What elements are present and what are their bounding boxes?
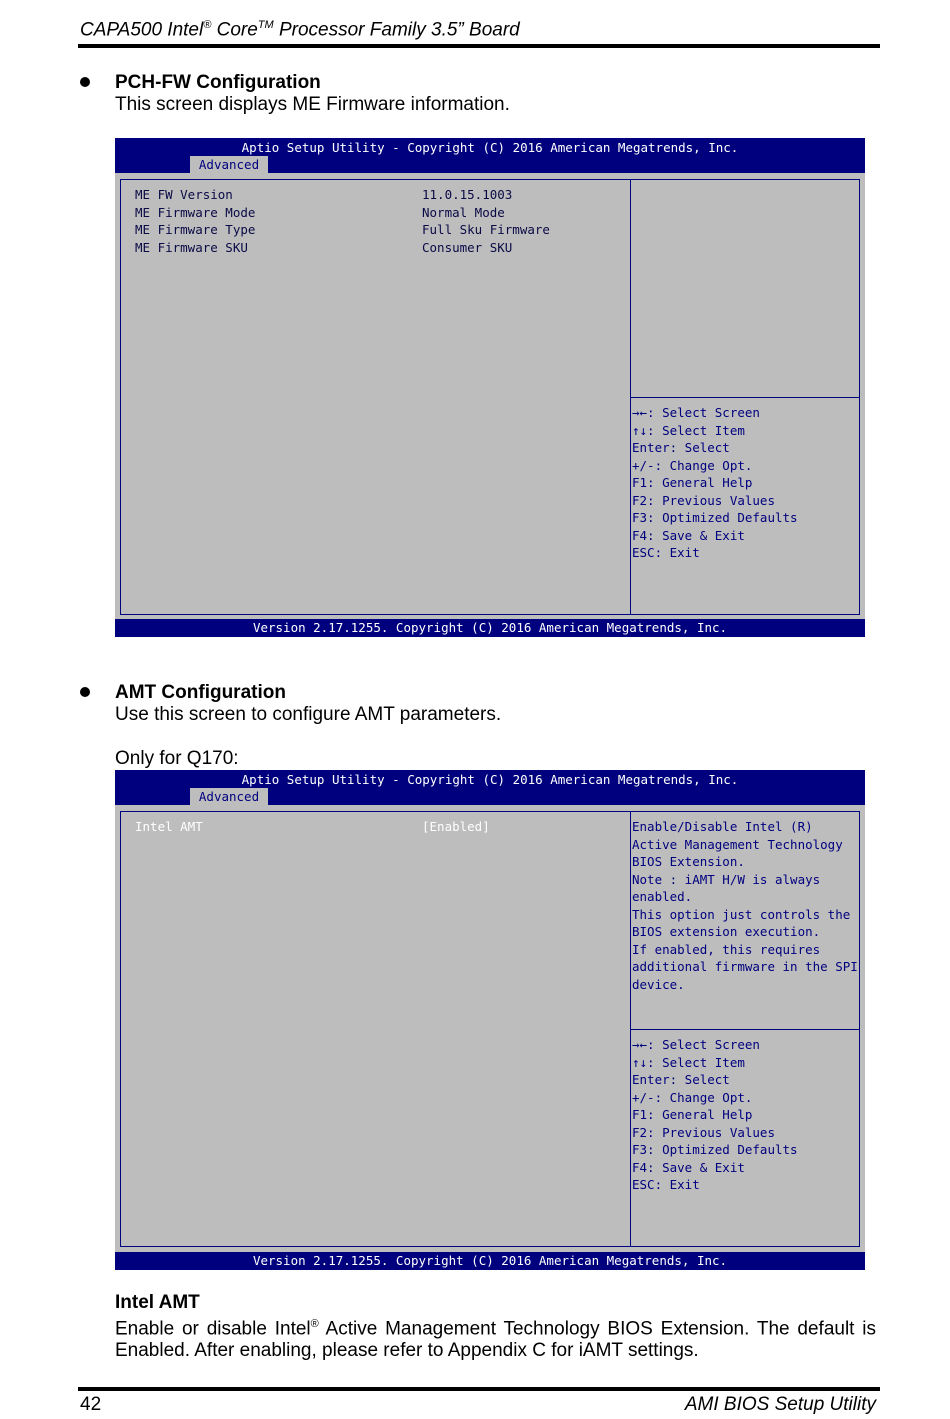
key-help-select-screen: →←: Select Screen [632,405,760,420]
key-help-enter: Enter: Select [632,440,730,455]
setting-label-intel-amt[interactable]: Intel AMT [135,819,203,834]
help-text-line: Active Management Technology [632,837,843,852]
registered-mark: ® [310,1318,319,1330]
key-help-esc: ESC: Exit [632,1177,700,1192]
setting-value-me-firmware-mode: Normal Mode [422,205,505,220]
help-text-line: additional firmware in the SPI [632,959,858,974]
setting-label-me-firmware-type: ME Firmware Type [135,222,256,237]
bios-screen-amt [115,770,865,1270]
help-text-line: enabled. [632,889,693,904]
key-help-f2: F2: Previous Values [632,493,775,508]
bios-frame [120,811,860,1247]
bios-frame [120,179,860,615]
description-text-part: Active Management Technology BIOS Extension. The default is Enabled. After enabling, please refer to Appendix C for iAMT settings. [115,1318,877,1362]
section-title-amt: AMT Configuration [115,682,286,703]
bios-help-divider [630,1029,859,1030]
setting-label-me-fw-version: ME FW Version [135,187,233,202]
page-header-title [80,19,520,41]
header-title-text: CAPA500 Intel [80,19,204,41]
key-help-select-item: ↑↓: Select Item [632,423,745,438]
help-text-line: BIOS Extension. [632,854,745,869]
setting-value-me-firmware-sku: Consumer SKU [422,240,513,255]
key-help-change-opt: +/-: Change Opt. [632,458,753,473]
help-text-line: This option just controls the [632,907,851,922]
section-note-q170: Only for Q170: [115,748,239,769]
key-help-f4: F4: Save & Exit [632,528,745,543]
bios-help-divider [630,397,859,398]
key-help-f3: F3: Optimized Defaults [632,1142,798,1157]
section-title-pchfw: PCH-FW Configuration [115,72,321,93]
section-text-amt: Use this screen to configure AMT parameters. [115,704,502,725]
bullet-icon [80,687,90,697]
header-rule [78,44,880,48]
description-text-part: Enable or disable Intel [115,1318,311,1340]
help-text-line: If enabled, this requires [632,942,821,957]
key-help-f3: F3: Optimized Defaults [632,510,798,525]
key-help-enter: Enter: Select [632,1072,730,1087]
bullet-icon [80,77,90,87]
tab-advanced[interactable]: Advanced [190,156,268,173]
header-title-text: Processor Family 3.5” Board [273,19,520,41]
key-help-f2: F2: Previous Values [632,1125,775,1140]
description-title: Intel AMT [115,1292,200,1313]
key-help-select-screen: →←: Select Screen [632,1037,760,1052]
bios-title: Aptio Setup Utility - Copyright (C) 2016 American Megatrends, Inc. [241,140,739,155]
key-help-change-opt: +/-: Change Opt. [632,1090,753,1105]
bios-title-bar [115,770,865,805]
bios-title-bar [115,138,865,173]
description-text [115,1313,876,1362]
bios-title: Aptio Setup Utility - Copyright (C) 2016 American Megatrends, Inc. [241,772,739,787]
bios-version-bar: Version 2.17.1255. Copyright (C) 2016 American Megatrends, Inc. [115,619,865,637]
section-text-pchfw: This screen displays ME Firmware information. [115,94,510,115]
tab-advanced[interactable]: Advanced [190,788,268,805]
help-text-line: Enable/Disable Intel (R) [632,819,813,834]
page-number: 42 [80,1394,102,1415]
bios-version-bar: Version 2.17.1255. Copyright (C) 2016 American Megatrends, Inc. [115,1252,865,1270]
setting-value-intel-amt[interactable]: [Enabled] [422,819,490,834]
setting-value-me-fw-version: 11.0.15.1003 [422,187,513,202]
help-text-line: Note : iAMT H/W is always [632,872,821,887]
setting-label-me-firmware-mode: ME Firmware Mode [135,205,256,220]
setting-label-me-firmware-sku: ME Firmware SKU [135,240,248,255]
footer-rule [78,1387,880,1391]
key-help-f4: F4: Save & Exit [632,1160,745,1175]
key-help-select-item: ↑↓: Select Item [632,1055,745,1070]
key-help-f1: F1: General Help [632,475,753,490]
key-help-esc: ESC: Exit [632,545,700,560]
key-help-f1: F1: General Help [632,1107,753,1122]
trademark-mark: TM [257,19,274,31]
help-text-line: device. [632,977,685,992]
header-title-text: Core [211,19,258,41]
bios-screen-pchfw [115,138,865,637]
help-text-line: BIOS extension execution. [632,924,821,939]
setting-value-me-firmware-type: Full Sku Firmware [422,222,550,237]
registered-mark: ® [203,19,212,31]
footer-title: AMI BIOS Setup Utility [684,1394,876,1415]
